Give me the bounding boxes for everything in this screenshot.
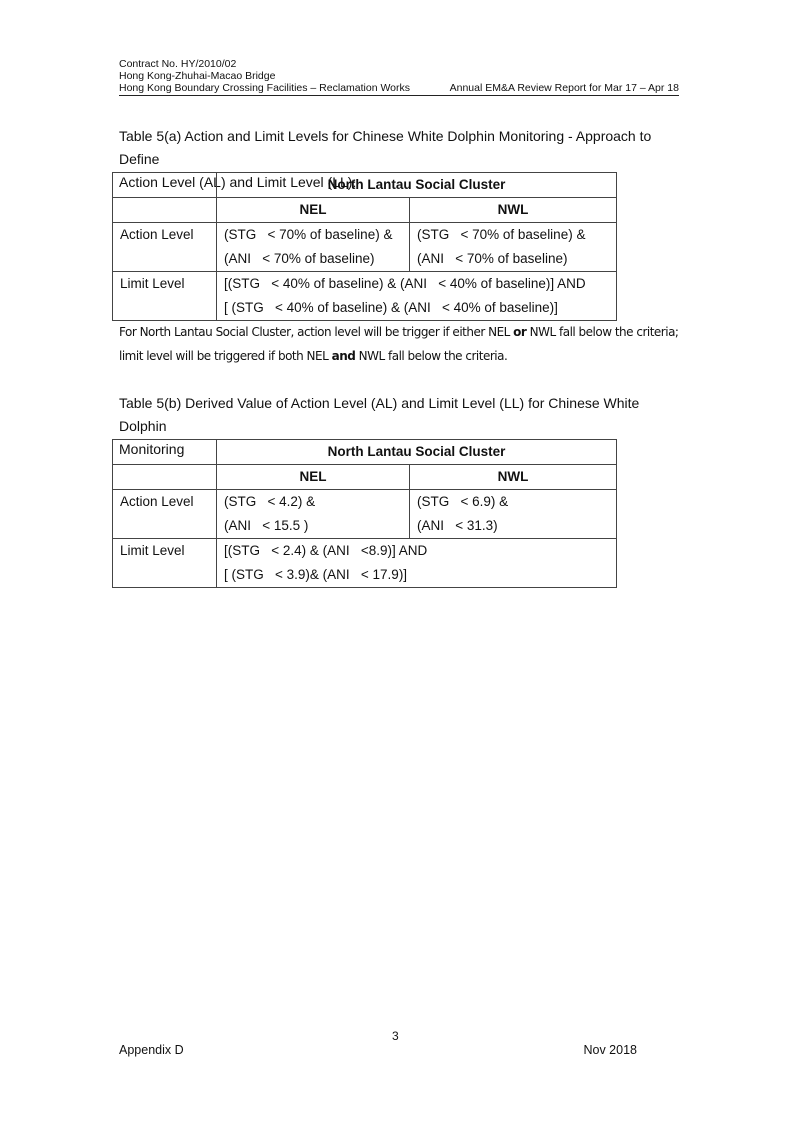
footnote-text: For North Lantau Social Cluster, action level will be trigger if either NEL [119, 325, 514, 339]
table-b-limit-line1: [(STG < 2.4) & (ANI <8.9)] AND [224, 543, 428, 558]
table-a-caption-line1: Table 5(a) Action and Limit Levels for Chinese White Dolphin Monitoring - Approach to Define [119, 128, 652, 167]
page-footer [119, 1043, 637, 1057]
table-b-action-label: Action Level [113, 490, 217, 539]
table-a [112, 172, 617, 321]
contract-number: Contract No. HY/2010/02 [119, 58, 237, 70]
table-a-empty-corner [113, 173, 217, 198]
footnote-emphasis-or: or [513, 325, 527, 339]
table-a-col-nwl: NWL [410, 198, 617, 223]
table-a-action-nwl-line2: (ANI < 70% of baseline) [417, 251, 568, 266]
table-b-action-nwl [410, 490, 617, 539]
table-b-action-nwl-line2: (ANI < 31.3) [417, 518, 498, 533]
table-a-action-nel-line1: (STG < 70% of baseline) & [224, 227, 393, 242]
table-a-caption-line2: Action Level (AL) and Limit Level (LL): [119, 174, 357, 190]
table-b-empty-cell [113, 465, 217, 490]
footnote-line1 [119, 320, 699, 344]
table-b-caption-line2: Monitoring [119, 441, 185, 457]
table-a-empty-cell [113, 198, 217, 223]
table-b-action-nel [217, 490, 410, 539]
table-b-action-nwl-line1: (STG < 6.9) & [417, 494, 509, 509]
table-a-limit-value [217, 272, 617, 321]
table-b-limit-value [217, 539, 617, 588]
footer-date: Nov 2018 [583, 1043, 637, 1057]
table-b-action-nel-line2: (ANI < 15.5 ) [224, 518, 309, 533]
table-a-group-header: North Lantau Social Cluster [217, 173, 617, 198]
page-header [119, 58, 679, 96]
table-b-action-nel-line1: (STG < 4.2) & [224, 494, 316, 509]
table-b-limit-line2: [ (STG < 3.9)& (ANI < 17.9)] [224, 567, 408, 582]
table-b [112, 439, 617, 588]
table-a-limit-label: Limit Level [113, 272, 217, 321]
footer-appendix: Appendix D [119, 1043, 184, 1057]
project-name: Hong Kong-Zhuhai-Macao Bridge [119, 70, 276, 82]
footnote-text: limit level will be triggered if both NEL [119, 349, 332, 363]
table-b-col-nel: NEL [217, 465, 410, 490]
footnote-text: NWL fall below the criteria; [526, 325, 679, 339]
table-b-col-nwl: NWL [410, 465, 617, 490]
table-a-action-nel-line2: (ANI < 70% of baseline) [224, 251, 375, 266]
table-a-limit-line1: [(STG < 40% of baseline) & (ANI < 40% of baseline)] AND [224, 276, 586, 291]
report-title: Annual EM&A Review Report for Mar 17 – Apr 18 [449, 82, 679, 94]
table-b-limit-label: Limit Level [113, 539, 217, 588]
page-number: 3 [392, 1029, 399, 1043]
header-row [119, 82, 679, 96]
table-a-limit-line2: [ (STG < 40% of baseline) & (ANI < 40% of baseline)] [224, 300, 558, 315]
works-name: Hong Kong Boundary Crossing Facilities – Reclamation Works [119, 82, 411, 94]
table-a-col-nel: NEL [217, 198, 410, 223]
table-b-group-header: North Lantau Social Cluster [217, 440, 617, 465]
footnote-text: NWL fall below the criteria. [355, 349, 508, 363]
table-b-caption-line1: Table 5(b) Derived Value of Action Level (AL) and Limit Level (LL) for Chinese White Dolphin [119, 395, 640, 434]
table-a-action-nwl-line1: (STG < 70% of baseline) & [417, 227, 586, 242]
footnote-emphasis-and: and [331, 349, 356, 363]
table-a-action-nwl [410, 223, 617, 272]
table-a-action-label: Action Level [113, 223, 217, 272]
table-b-empty-corner [113, 440, 217, 465]
footnote-line2 [119, 344, 699, 368]
table-a-footnote [119, 320, 699, 368]
table-a-action-nel [217, 223, 410, 272]
